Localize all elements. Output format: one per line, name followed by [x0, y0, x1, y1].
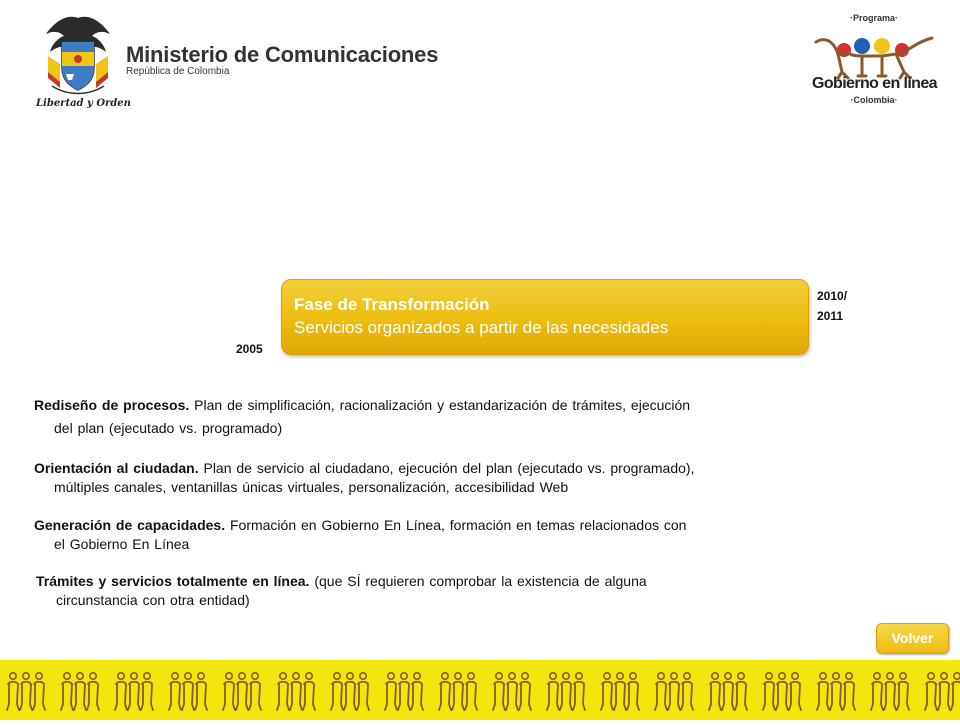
figure-body: [830, 682, 842, 710]
list-item: [36, 572, 834, 610]
list-item: [34, 459, 832, 497]
figure-head: [172, 673, 178, 679]
figure-body: [20, 682, 32, 710]
figure-head: [144, 673, 150, 679]
figure-head: [388, 673, 394, 679]
figure-body: [735, 682, 747, 710]
figure-head: [280, 673, 286, 679]
figure-body: [789, 682, 801, 710]
figure-body: [182, 682, 194, 710]
ministry-title: Ministerio de Comunicaciones: [126, 42, 439, 67]
figure-body: [547, 682, 559, 710]
figure-head: [658, 673, 664, 679]
figure-body: [236, 682, 248, 710]
figure-body: [817, 682, 829, 710]
figure-body: [195, 682, 207, 710]
figure-head: [118, 673, 124, 679]
figure-head: [576, 673, 582, 679]
figure-head: [941, 673, 947, 679]
year-end-line1: 2010/: [817, 289, 848, 303]
figure-head: [401, 673, 407, 679]
ministry-subtitle: República de Colombia: [126, 66, 230, 77]
item-continuation: múltiples canales, ventanillas únicas virtuales, personalización, accesibilidad Web: [54, 479, 569, 495]
figure-head: [442, 673, 448, 679]
figure-body: [385, 682, 397, 710]
item-text: Plan de simplificación, racionalización y estandarización de trámites, ejecución: [194, 397, 691, 413]
program-label: ·Programa·: [849, 13, 898, 23]
figure-body: [871, 682, 883, 710]
figure-head: [900, 673, 906, 679]
figure-body: [249, 682, 261, 710]
figure-head: [131, 673, 137, 679]
figure-head: [414, 673, 420, 679]
figure-body: [506, 682, 518, 710]
figure-head: [550, 673, 556, 679]
figure-head: [604, 673, 610, 679]
figure-body: [74, 682, 86, 710]
figure-body: [128, 682, 140, 710]
figure-head: [252, 673, 258, 679]
figure-body: [290, 682, 302, 710]
item-text: (que SÍ requieren comprobar la existencia de alguna: [314, 573, 647, 589]
crest-motto: Libertad y Orden: [36, 98, 131, 109]
figure-body: [411, 682, 423, 710]
figure-head: [928, 673, 934, 679]
figure-head: [630, 673, 636, 679]
figure-body: [141, 682, 153, 710]
figure-head: [671, 673, 677, 679]
figure-head: [90, 673, 96, 679]
figure-body: [223, 682, 235, 710]
figure-head: [496, 673, 502, 679]
phase-title: Fase de Transformación: [294, 295, 490, 314]
figure-body: [951, 682, 960, 710]
figure-head: [293, 673, 299, 679]
figure-head: [239, 673, 245, 679]
figure-head: [846, 673, 852, 679]
figure-body: [627, 682, 639, 710]
figure-body: [87, 682, 99, 710]
figure-body: [776, 682, 788, 710]
figure-head: [725, 673, 731, 679]
figure-head: [738, 673, 744, 679]
figure-head: [360, 673, 366, 679]
figure-body: [439, 682, 451, 710]
figure-head: [766, 673, 772, 679]
figure-head: [684, 673, 690, 679]
people-holding-hands-icon: [0, 660, 960, 720]
figure-body: [897, 682, 909, 710]
coat-of-arms-icon: [36, 12, 131, 110]
year-end-line2: 2011: [817, 309, 844, 323]
list-item: [34, 516, 832, 554]
item-lead: Orientación al ciudadan.: [34, 460, 199, 476]
figure-body: [7, 682, 19, 710]
figure-body: [709, 682, 721, 710]
item-continuation: circunstancia con otra entidad): [56, 592, 250, 608]
figure-body: [884, 682, 896, 710]
figure-head: [10, 673, 16, 679]
figure-body: [655, 682, 667, 710]
figure-body: [519, 682, 531, 710]
item-text: Formación en Gobierno En Línea, formación en temas relacionados con: [229, 517, 687, 533]
figure-body: [601, 682, 613, 710]
list-item: [34, 396, 832, 438]
figure-body: [722, 682, 734, 710]
year-end: [817, 286, 847, 326]
figure-body: [614, 682, 626, 710]
figure-body: [398, 682, 410, 710]
figure-body: [344, 682, 356, 710]
figure-head: [468, 673, 474, 679]
figure-body: [465, 682, 477, 710]
figure-head: [64, 673, 70, 679]
figure-head: [226, 673, 232, 679]
figure-head: [954, 673, 960, 679]
figure-head: [509, 673, 515, 679]
item-continuation: el Gobierno En Línea: [54, 536, 190, 552]
figure-head: [833, 673, 839, 679]
figure-body: [277, 682, 289, 710]
figure-head: [522, 673, 528, 679]
item-lead: Trámites y servicios totalmente en línea.: [36, 573, 310, 589]
figure-head: [198, 673, 204, 679]
figure-head: [563, 673, 569, 679]
figure-body: [169, 682, 181, 710]
year-start: 2005: [236, 342, 263, 356]
item-continuation: del plan (ejecutado vs. programado): [54, 420, 283, 436]
figure-head: [306, 673, 312, 679]
item-lead: Rediseño de procesos.: [34, 397, 190, 413]
item-text: Plan de servicio al ciudadano, ejecución del plan (ejecutado vs. programado),: [203, 460, 695, 476]
figure-body: [573, 682, 585, 710]
figure-body: [61, 682, 73, 710]
figure-head: [334, 673, 340, 679]
figure-head: [887, 673, 893, 679]
figure-head: [77, 673, 83, 679]
program-country: ·Colombia·: [850, 95, 898, 105]
figure-body: [938, 682, 950, 710]
figure-body: [560, 682, 572, 710]
footer-band: [0, 660, 960, 720]
figure-body: [115, 682, 127, 710]
figure-head: [36, 673, 42, 679]
figure-head: [874, 673, 880, 679]
figure-body: [681, 682, 693, 710]
program-name: Gobierno en línea: [812, 75, 937, 92]
figure-body: [33, 682, 45, 710]
figure-head: [185, 673, 191, 679]
figure-body: [763, 682, 775, 710]
figure-body: [843, 682, 855, 710]
phase-subtitle: Servicios organizados a partir de las necesidades: [294, 318, 669, 337]
figure-head: [820, 673, 826, 679]
figure-body: [668, 682, 680, 710]
figure-head: [617, 673, 623, 679]
figure-head: [455, 673, 461, 679]
figure-body: [331, 682, 343, 710]
figure-head: [792, 673, 798, 679]
figure-head: [347, 673, 353, 679]
figure-head: [779, 673, 785, 679]
figure-body: [925, 682, 937, 710]
figure-body: [303, 682, 315, 710]
figure-body: [357, 682, 369, 710]
item-lead: Generación de capacidades.: [34, 517, 226, 533]
phase-banner: [281, 279, 809, 355]
figure-body: [452, 682, 464, 710]
figure-body: [493, 682, 505, 710]
back-button[interactable]: Volver: [876, 623, 949, 654]
figure-head: [712, 673, 718, 679]
figure-head: [23, 673, 29, 679]
